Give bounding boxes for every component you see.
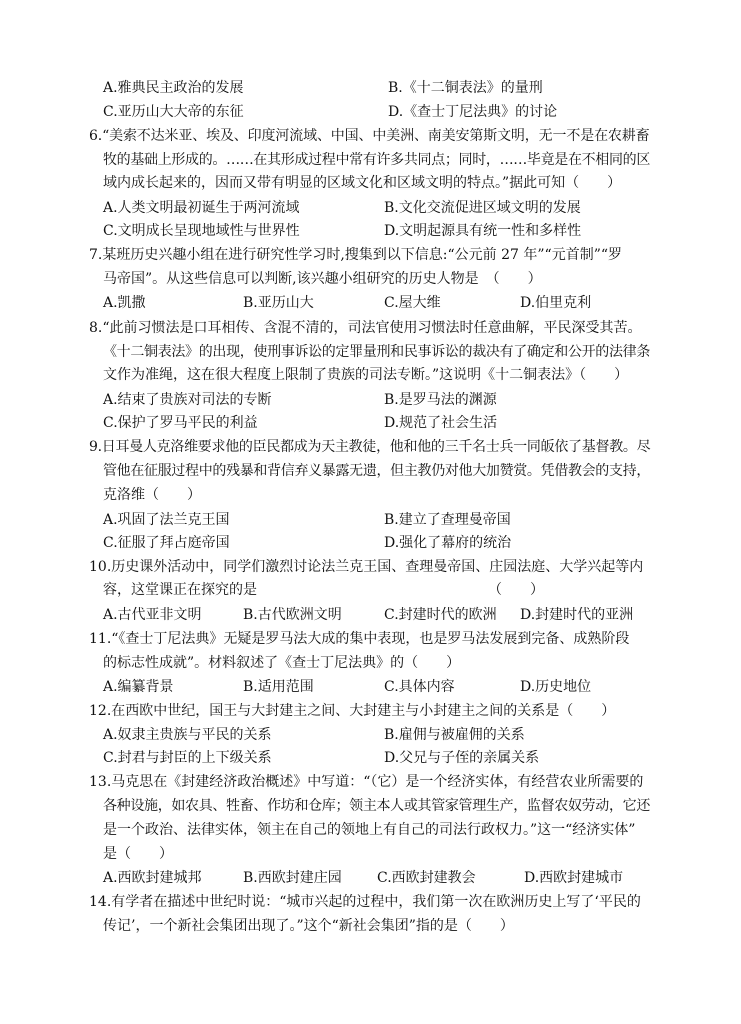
q11-stem-line-2: 的标志性成就”。材料叙述了《查士丁尼法典》的（ ） xyxy=(103,655,461,671)
q11-option-c: C.具体内容 xyxy=(384,679,455,695)
q5-option-b: B.《十二铜表法》的量刑 xyxy=(388,80,543,96)
q13-stem-line-1: 13.马克思在《封建经济政治概述》中写道：“（它）是一个经济实体，有经营农业所需要的 xyxy=(89,774,644,790)
q9-option-b: B.建立了查理曼帝国 xyxy=(384,512,511,528)
q8-stem-line-3: 文作为准绳，这在很大程度上限制了贵族的司法专断。”这说明《十二铜表法》（ ） xyxy=(103,367,629,383)
q7-option-d: D.伯里克利 xyxy=(520,295,592,311)
q14-stem-line-1: 14.有学者在描述中世纪时说：“城市兴起的过程中，我们第一次在欧洲历史上写了‘平民的 xyxy=(89,894,641,910)
q6-stem-line-3: 域内成长起来的，因而又带有明显的区域文化和区域文明的特点。”据此可知（ ） xyxy=(103,175,622,191)
q7-option-c: C.屋大维 xyxy=(384,295,441,311)
q12-option-d: D.父兄与子侄的亲属关系 xyxy=(384,750,540,766)
q12-stem-line-1: 12.在西欧中世纪，国王与大封建主之间、大封建主与小封建主之间的关系是（ ） xyxy=(89,703,616,719)
q13-stem-line-2: 各种设施，如农具、牲畜、作坊和仓库；领主本人或其管家管理生产，监督农奴劳动，它还 xyxy=(103,798,650,814)
q13-option-b: B.西欧封建庄园 xyxy=(243,870,342,886)
q5-option-a: A.雅典民主政治的发展 xyxy=(103,80,244,96)
q10-stem-line-2: 容，这堂课正在探究的是 （ ） xyxy=(103,582,544,598)
q9-option-c: C.征服了拜占庭帝国 xyxy=(103,535,230,551)
q14-stem-line-2: 传记’，一个新社会集团出现了。”这个“新社会集团”指的是（ ） xyxy=(103,918,514,934)
q7-stem-line-1: 7.某班历史兴趣小组在进行研究性学习时,搜集到以下信息:“公元前 27 年”“元首制”“罗 xyxy=(89,247,623,263)
q9-option-d: D.强化了幕府的统治 xyxy=(384,535,512,551)
q13-stem-line-4: 是（ ） xyxy=(103,846,173,862)
q7-stem-line-2: 马帝国”。从这些信息可以判断,该兴趣小组研究的历史人物是 （ ） xyxy=(103,271,542,287)
q6-option-d: D.文明起源具有统一性和多样性 xyxy=(384,223,582,239)
q12-option-a: A.奴隶主贵族与平民的关系 xyxy=(103,727,272,743)
q10-option-b: B.古代欧洲文明 xyxy=(243,607,342,623)
q8-option-d: D.规范了社会生活 xyxy=(384,415,498,431)
q6-option-a: A.人类文明最初诞生于两河流域 xyxy=(103,200,300,216)
q10-option-a: A.古代亚非文明 xyxy=(103,607,202,623)
q10-option-c: C.封建时代的欧洲 xyxy=(384,607,497,623)
q6-option-c: C.文明成长呈现地域性与世界性 xyxy=(103,223,300,239)
q12-option-c: C.封君与封臣的上下级关系 xyxy=(103,750,272,766)
q13-option-c: C.西欧封建教会 xyxy=(377,870,476,886)
q8-stem-line-1: 8.“此前习惯法是口耳相传、含混不清的，司法官使用习惯法时任意曲解，平民深受其苦。 xyxy=(89,320,642,336)
q6-stem-line-1: 6.“美索不达米亚、埃及、印度河流域、中国、中美洲、南美安第斯文明，无一不是在农耕畜 xyxy=(89,128,650,144)
q5-option-c: C.亚历山大大帝的东征 xyxy=(103,104,244,120)
q7-option-b: B.亚历山大 xyxy=(243,295,314,311)
q8-option-c: C.保护了罗马平民的利益 xyxy=(103,415,258,431)
q8-option-a: A.结束了贵族对司法的专断 xyxy=(103,392,272,408)
q6-stem-line-2: 牧的基础上形成的。……在其形成过程中常有许多共同点；同时，……毕竟是在不相同的区 xyxy=(103,152,650,168)
q13-option-a: A.西欧封建城邦 xyxy=(103,870,202,886)
q11-option-a: A.编纂背景 xyxy=(103,679,174,695)
q9-stem-line-2: 管他在征服过程中的残暴和背信弃义暴露无遗，但主教仍对他大加赞赏。凭借教会的支持， xyxy=(103,463,650,479)
q10-stem-line-1: 10.历史课外活动中，同学们激烈讨论法兰克王国、查理曼帝国、庄园法庭、大学兴起等内 xyxy=(89,559,644,575)
q11-option-b: B.适用范围 xyxy=(243,679,314,695)
q9-option-a: A.巩固了法兰克王国 xyxy=(103,512,230,528)
q9-stem-line-1: 9.日耳曼人克洛维要求他的臣民都成为天主教徒，他和他的三千名士兵一同皈依了基督教。尽 xyxy=(89,439,651,455)
q6-option-b: B.文化交流促进区域文明的发展 xyxy=(384,200,581,216)
q11-stem-line-1: 11.“《查士丁尼法典》无疑是罗马法大成的集中表现，也是罗马法发展到完备、成熟阶段 xyxy=(89,631,630,647)
q5-option-d: D.《查士丁尼法典》的讨论 xyxy=(388,104,558,120)
q11-option-d: D.历史地位 xyxy=(520,679,592,695)
q9-stem-line-3: 克洛维（ ） xyxy=(103,487,201,503)
q8-stem-line-2: 《十二铜表法》的出现，使刑事诉讼的定罪量刑和民事诉讼的裁决有了确定和公开的法律条 xyxy=(103,344,650,360)
q10-option-d: D.封建时代的亚洲 xyxy=(520,607,634,623)
q13-option-d: D.西欧封建城市 xyxy=(524,870,624,886)
q8-option-b: B.是罗马法的渊源 xyxy=(384,392,497,408)
q12-option-b: B.雇佣与被雇佣的关系 xyxy=(384,727,525,743)
q13-stem-line-3: 是一个政治、法律实体，领主在自己的领地上有自己的司法行政权力。”这一“经济实体” xyxy=(103,822,636,838)
q7-option-a: A.凯撒 xyxy=(103,295,146,311)
